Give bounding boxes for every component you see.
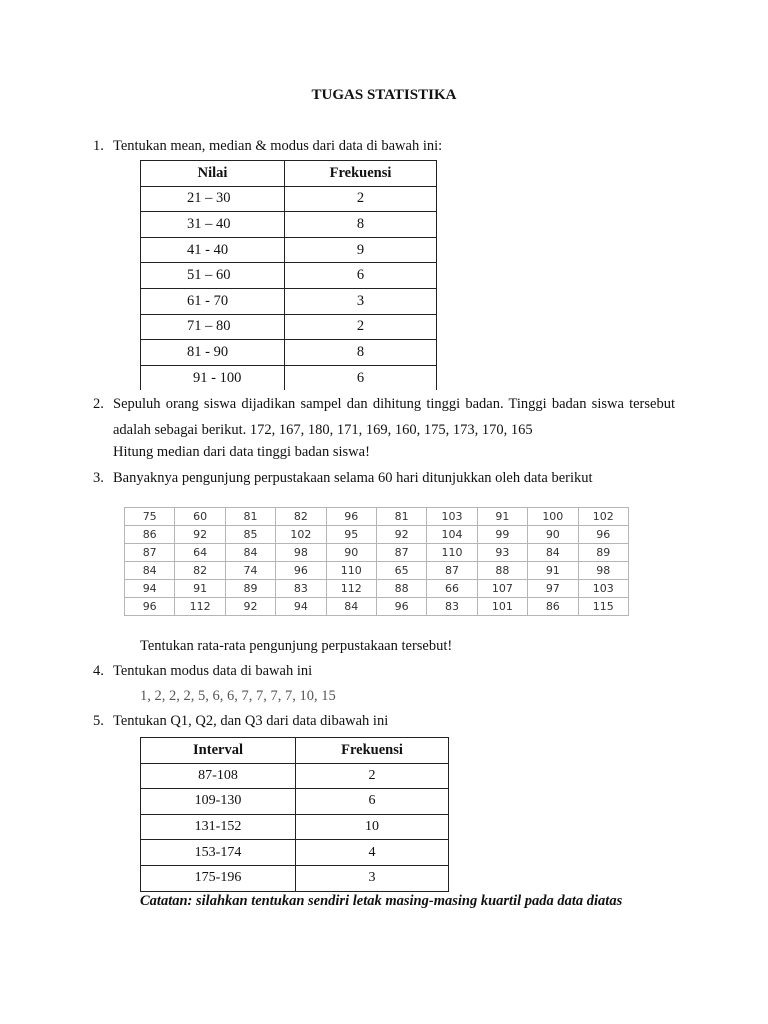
q5-frequency-cell: 2 (296, 763, 449, 789)
q3-value-cell: 110 (427, 544, 477, 562)
table-row (141, 840, 449, 866)
q3-value-cell: 94 (125, 580, 175, 598)
q5-interval-cell: 175-196 (141, 865, 296, 891)
q3-value-cell: 66 (427, 580, 477, 598)
q1-frequency-cell: 9 (285, 237, 437, 263)
q1-frequency-cell: 6 (285, 263, 437, 289)
q2-number: 2. (93, 396, 104, 412)
q3-value-cell: 94 (276, 598, 326, 616)
q1-frequency-cell: 8 (285, 340, 437, 366)
q3-value-cell: 112 (326, 580, 376, 598)
q3-question: Tentukan rata-rata pengunjung perpustakaan tersebut! (140, 638, 453, 654)
q5-header-interval: Interval (141, 738, 296, 764)
q3-value-cell: 95 (326, 526, 376, 544)
q3-value-cell: 84 (125, 562, 175, 580)
q3-value-cell: 96 (276, 562, 326, 580)
q1-frequency-cell: 2 (285, 186, 437, 212)
q3-value-cell: 96 (578, 526, 628, 544)
q3-value-cell: 89 (225, 580, 275, 598)
q1-interval-cell: 91 - 100 (141, 365, 285, 390)
q3-value-cell: 92 (225, 598, 275, 616)
q3-value-cell: 98 (276, 544, 326, 562)
q5-header-frekuensi: Frekuensi (296, 738, 449, 764)
table-row (125, 580, 629, 598)
q3-value-cell: 91 (528, 562, 578, 580)
q3-value-cell: 75 (125, 508, 175, 526)
table-row (125, 526, 629, 544)
q5-frequency-cell: 4 (296, 840, 449, 866)
table-row (141, 865, 449, 891)
q3-value-cell: 115 (578, 598, 628, 616)
q3-value-cell: 89 (578, 544, 628, 562)
q3-number: 3. (93, 470, 104, 486)
q3-value-cell: 101 (477, 598, 527, 616)
page-title: TUGAS STATISTIKA (311, 87, 457, 103)
q5-interval-cell: 87-108 (141, 763, 296, 789)
table-row (141, 814, 449, 840)
q1-interval-cell: 81 - 90 (141, 340, 285, 366)
q1-interval-cell: 21 – 30 (141, 186, 285, 212)
q3-value-cell: 87 (427, 562, 477, 580)
q4-text: Tentukan modus data di bawah ini (113, 663, 313, 679)
q3-value-cell: 91 (175, 580, 225, 598)
q3-value-cell: 81 (376, 508, 426, 526)
table-row (125, 508, 629, 526)
table-row (141, 212, 437, 238)
q2-text-2: Hitung median dari data tinggi badan siswa! (113, 444, 370, 460)
q3-value-cell: 92 (376, 526, 426, 544)
q5-note: Catatan: silahkan tentukan sendiri letak masing-masing kuartil pada data diatas (140, 893, 623, 909)
q5-interval-cell: 153-174 (141, 840, 296, 866)
q3-value-cell: 97 (528, 580, 578, 598)
q3-value-cell: 96 (326, 508, 376, 526)
q4-number: 4. (93, 663, 104, 679)
q3-value-cell: 87 (376, 544, 426, 562)
q3-text: Banyaknya pengunjung perpustakaan selama 60 hari ditunjukkan oleh data berikut (113, 470, 593, 486)
q2-text: Sepuluh orang siswa dijadikan sampel dan dihitung tinggi badan. Tinggi badan siswa tersebut adalah sebagai berikut. 172, 167, 180, 171, 169, 160, 175, 173, 170, 165 (113, 396, 675, 438)
q5-frequency-cell: 3 (296, 865, 449, 891)
table-row (141, 288, 437, 314)
q5-interval-cell: 109-130 (141, 789, 296, 815)
q3-value-cell: 91 (477, 508, 527, 526)
q3-value-cell: 84 (225, 544, 275, 562)
q3-value-cell: 65 (376, 562, 426, 580)
q1-frequency-cell: 2 (285, 314, 437, 340)
q5-table-header-row (141, 738, 449, 764)
q3-value-cell: 86 (528, 598, 578, 616)
q3-value-cell: 107 (477, 580, 527, 598)
table-row (125, 544, 629, 562)
q1-frequency-cell: 3 (285, 288, 437, 314)
q5-interval-cell: 131-152 (141, 814, 296, 840)
q3-value-cell: 83 (427, 598, 477, 616)
q1-header-nilai: Nilai (141, 161, 285, 187)
q1-frequency-cell: 8 (285, 212, 437, 238)
q1-frequency-cell: 6 (285, 365, 437, 390)
table-row (141, 789, 449, 815)
table-row (141, 340, 437, 366)
q1-frequency-table (140, 160, 437, 390)
q3-value-cell: 60 (175, 508, 225, 526)
q5-frequency-cell: 10 (296, 814, 449, 840)
q1-header-frekuensi: Frekuensi (285, 161, 437, 187)
q5-text: Tentukan Q1, Q2, dan Q3 dari data dibawah ini (113, 713, 389, 729)
table-row (125, 562, 629, 580)
q3-value-cell: 92 (175, 526, 225, 544)
q3-value-cell: 102 (276, 526, 326, 544)
q3-value-cell: 100 (528, 508, 578, 526)
q3-value-cell: 93 (477, 544, 527, 562)
q3-value-cell: 90 (326, 544, 376, 562)
q3-value-cell: 64 (175, 544, 225, 562)
q1-text: Tentukan mean, median & modus dari data di bawah ini: (113, 138, 443, 154)
q1-interval-cell: 71 – 80 (141, 314, 285, 340)
q3-value-cell: 85 (225, 526, 275, 544)
table-row (141, 186, 437, 212)
q3-value-cell: 98 (578, 562, 628, 580)
q5-number: 5. (93, 713, 104, 729)
q3-value-cell: 81 (225, 508, 275, 526)
table-row (125, 598, 629, 616)
q1-interval-cell: 51 – 60 (141, 263, 285, 289)
q3-value-cell: 110 (326, 562, 376, 580)
q3-visitor-table (124, 507, 629, 616)
q3-value-cell: 103 (427, 508, 477, 526)
q3-value-cell: 104 (427, 526, 477, 544)
table-row (141, 237, 437, 263)
q3-value-cell: 99 (477, 526, 527, 544)
q5-interval-table (140, 737, 449, 892)
q3-value-cell: 82 (175, 562, 225, 580)
q1-interval-cell: 61 - 70 (141, 288, 285, 314)
q3-value-cell: 96 (125, 598, 175, 616)
q5-frequency-cell: 6 (296, 789, 449, 815)
table-row (141, 314, 437, 340)
q3-value-cell: 84 (326, 598, 376, 616)
q3-value-cell: 74 (225, 562, 275, 580)
q3-value-cell: 88 (376, 580, 426, 598)
q1-number: 1. (93, 138, 104, 154)
q3-value-cell: 102 (578, 508, 628, 526)
q3-value-cell: 103 (578, 580, 628, 598)
q3-value-cell: 87 (125, 544, 175, 562)
table-row (141, 365, 437, 390)
q3-value-cell: 88 (477, 562, 527, 580)
q3-value-cell: 112 (175, 598, 225, 616)
table-row (141, 763, 449, 789)
q3-value-cell: 90 (528, 526, 578, 544)
q1-interval-cell: 31 – 40 (141, 212, 285, 238)
q4-data: 1, 2, 2, 2, 5, 6, 6, 7, 7, 7, 7, 10, 15 (140, 688, 336, 704)
table-row (141, 263, 437, 289)
q3-value-cell: 86 (125, 526, 175, 544)
q3-value-cell: 84 (528, 544, 578, 562)
q3-value-cell: 82 (276, 508, 326, 526)
q1-interval-cell: 41 - 40 (141, 237, 285, 263)
q3-value-cell: 96 (376, 598, 426, 616)
q1-table-header-row (141, 161, 437, 187)
q3-value-cell: 83 (276, 580, 326, 598)
